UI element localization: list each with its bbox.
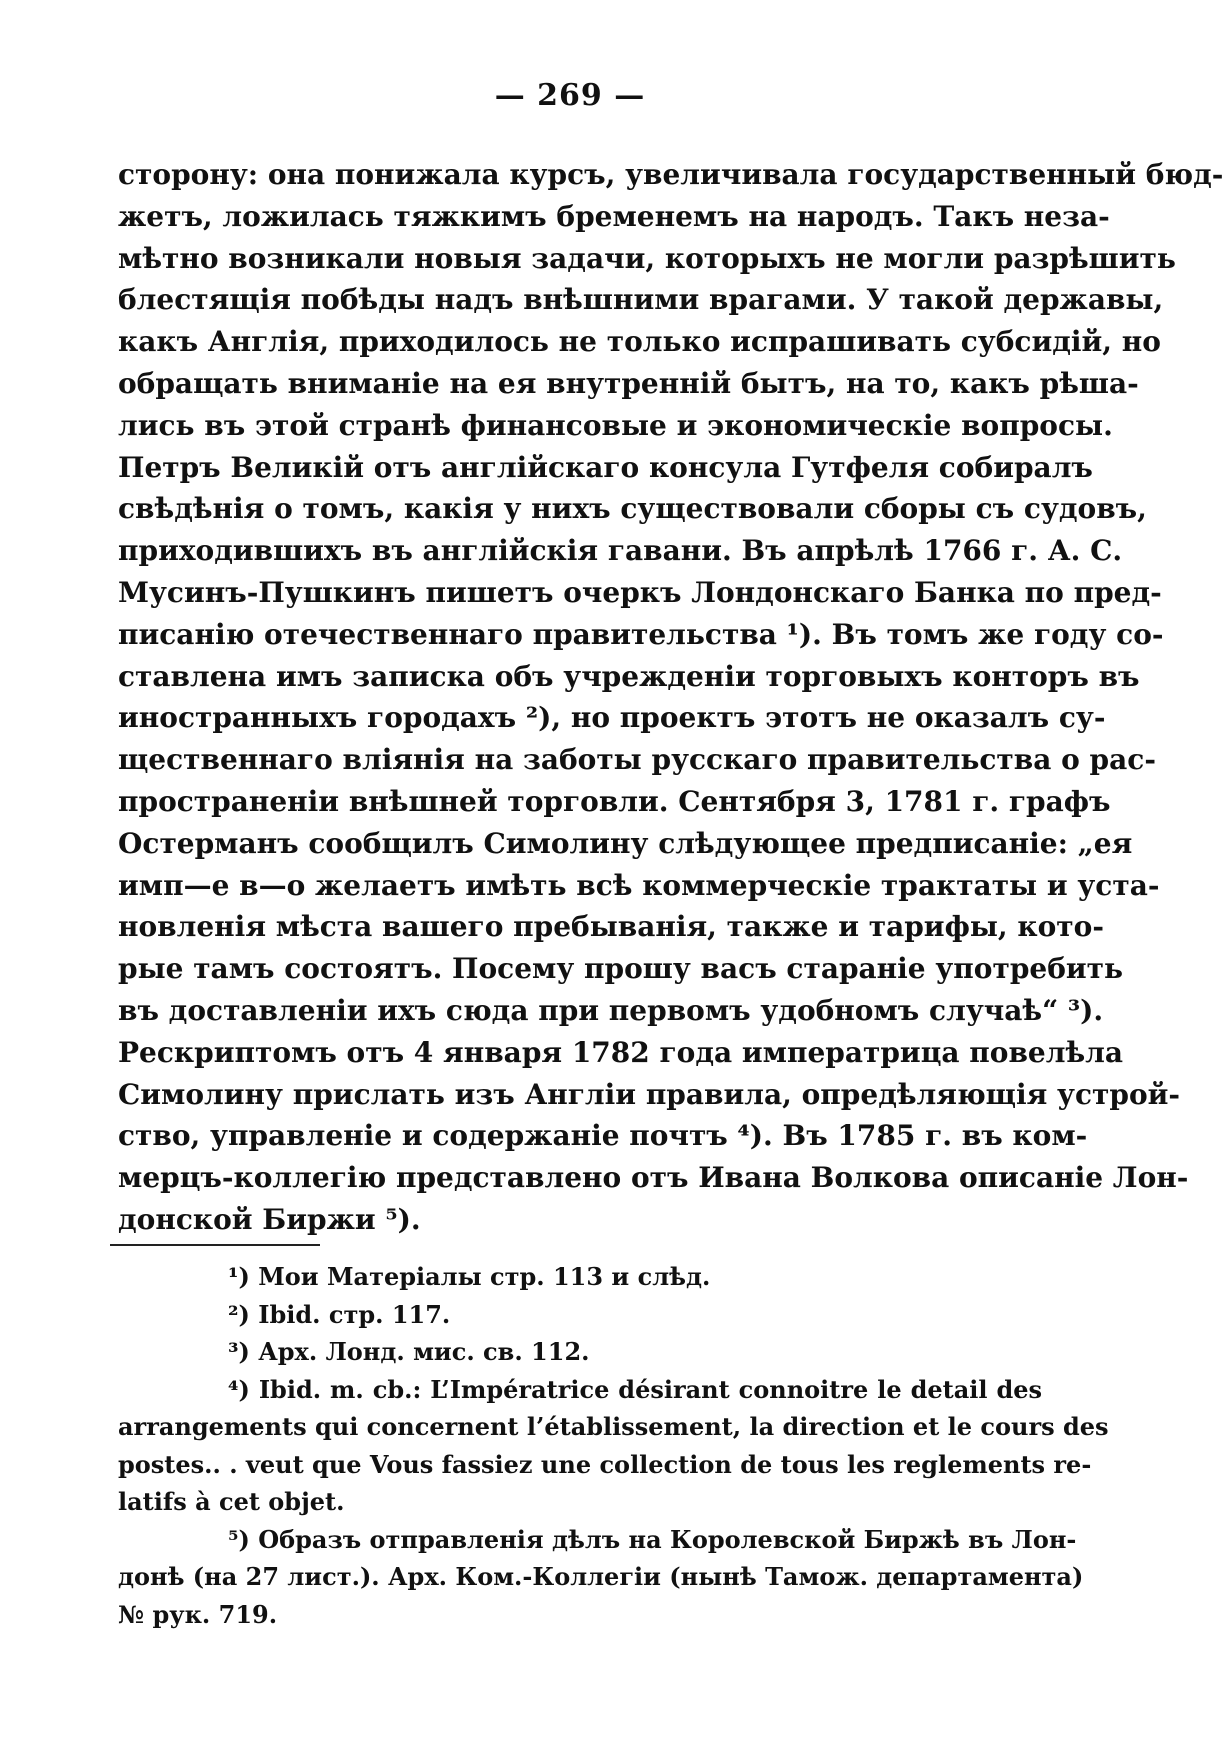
footnote-line: ⁴) Ibid. m. cb.: L’Impératrice désirant connoitre le detail des bbox=[228, 1374, 1042, 1404]
body-text-line: приходившихъ въ англійскія гавани. Въ апрѣлѣ 1766 г. А. С. bbox=[118, 534, 1123, 568]
footnote-line: № рук. 719. bbox=[118, 1599, 278, 1629]
body-text-line: Рескриптомъ отъ 4 января 1782 года императрица повелѣла bbox=[118, 1035, 1124, 1069]
footnote-divider bbox=[110, 1244, 320, 1246]
body-text-line: ставлена имъ записка объ учрежденіи торговыхъ конторъ въ bbox=[118, 659, 1140, 693]
body-text-line: новленія мѣста вашего пребыванія, также и тарифы, кото- bbox=[118, 910, 1104, 944]
footnote-line: ³) Арх. Лонд. мис. св. 112. bbox=[228, 1337, 590, 1366]
body-text-line: обращать вниманіе на ея внутренній бытъ, на то, какъ рѣша- bbox=[118, 366, 1139, 400]
body-text-line: сторону: она понижала курсъ, увеличивала государственный бюд- bbox=[118, 158, 1223, 191]
footnotes bbox=[118, 1258, 1109, 1633]
body-text-line: Мусинъ-Пушкинъ пишетъ очеркъ Лондонскаго Банка по пред- bbox=[118, 575, 1162, 609]
body-text-line: рые тамъ состоятъ. Посему прошу васъ стараніе употребить bbox=[118, 952, 1124, 986]
body-text-line: Петръ Великій отъ англійскаго консула Гутфеля собиралъ bbox=[118, 450, 1093, 484]
body-text-line: какъ Англія, приходилось не только испрашивать субсидій, но bbox=[118, 325, 1161, 359]
body-text-line: иностранныхъ городахъ ²), но проектъ этотъ не оказалъ су- bbox=[118, 701, 1106, 735]
body-text-line: свѣдѣнія о томъ, какія у нихъ существовали сборы съ судовъ, bbox=[118, 492, 1147, 526]
body-text-line: мерцъ-коллегію представлено отъ Ивана Волкова описаніе Лон- bbox=[118, 1161, 1189, 1195]
body-text-line: донской Биржи ⁵). bbox=[118, 1202, 421, 1236]
footnote-line: ²) Ibid. стр. 117. bbox=[228, 1299, 451, 1329]
footnote-line: донѣ (на 27 лист.). Арх. Ком.-Коллегіи (нынѣ Тамож. департамента) bbox=[118, 1562, 1084, 1591]
body-text-line: пространеніи внѣшней торговли. Сентября 3, 1781 г. графъ bbox=[118, 784, 1111, 818]
body-text-line: жетъ, ложилась тяжкимъ бременемъ на народъ. Такъ неза- bbox=[118, 199, 1110, 233]
body-text-line: имп—е в—о желаетъ имѣть всѣ коммерческіе трактаты и уста- bbox=[118, 868, 1160, 902]
footnote-line: ¹) Мои Матеріалы стр. 113 и слѣд. bbox=[228, 1262, 711, 1291]
body-text-line: блестящія побѣды надъ внѣшними врагами. У такой державы, bbox=[118, 283, 1164, 317]
body-text-line: лись въ этой странѣ финансовые и экономическіе вопросы. bbox=[118, 408, 1113, 442]
body-text-line: мѣтно возникали новыя задачи, которыхъ не могли разрѣшить bbox=[118, 241, 1176, 275]
footnote-line: latifs à cet objet. bbox=[118, 1487, 345, 1516]
body-text bbox=[118, 154, 1223, 1241]
body-text-line: въ доставленіи ихъ сюда при первомъ удобномъ случаѣ“ ³). bbox=[118, 993, 1104, 1027]
body-text-line: Симолину прислать изъ Англіи правила, опредѣляющія устрой- bbox=[118, 1077, 1181, 1111]
footnote-line: arrangements qui concernent l’établissement, la direction et le cours des bbox=[118, 1412, 1109, 1441]
footnote-line: postes.. . veut que Vous fassiez une collection de tous les reglements re- bbox=[118, 1449, 1092, 1479]
body-text-line: Остерманъ сообщилъ Симолину слѣдующее предписаніе: „ея bbox=[118, 826, 1133, 860]
page-number: — 269 — bbox=[494, 78, 646, 113]
footnote-line: ⁵) Образъ отправленія дѣлъ на Королевской Биржѣ въ Лон- bbox=[228, 1524, 1077, 1554]
body-text-line: писанію отечественнаго правительства ¹). Въ томъ же году со- bbox=[118, 617, 1164, 651]
body-text-line: ство, управленіе и содержаніе почтъ ⁴). Въ 1785 г. въ ком- bbox=[118, 1119, 1088, 1153]
body-text-line: щественнаго вліянія на заботы русскаго правительства о рас- bbox=[118, 743, 1156, 777]
